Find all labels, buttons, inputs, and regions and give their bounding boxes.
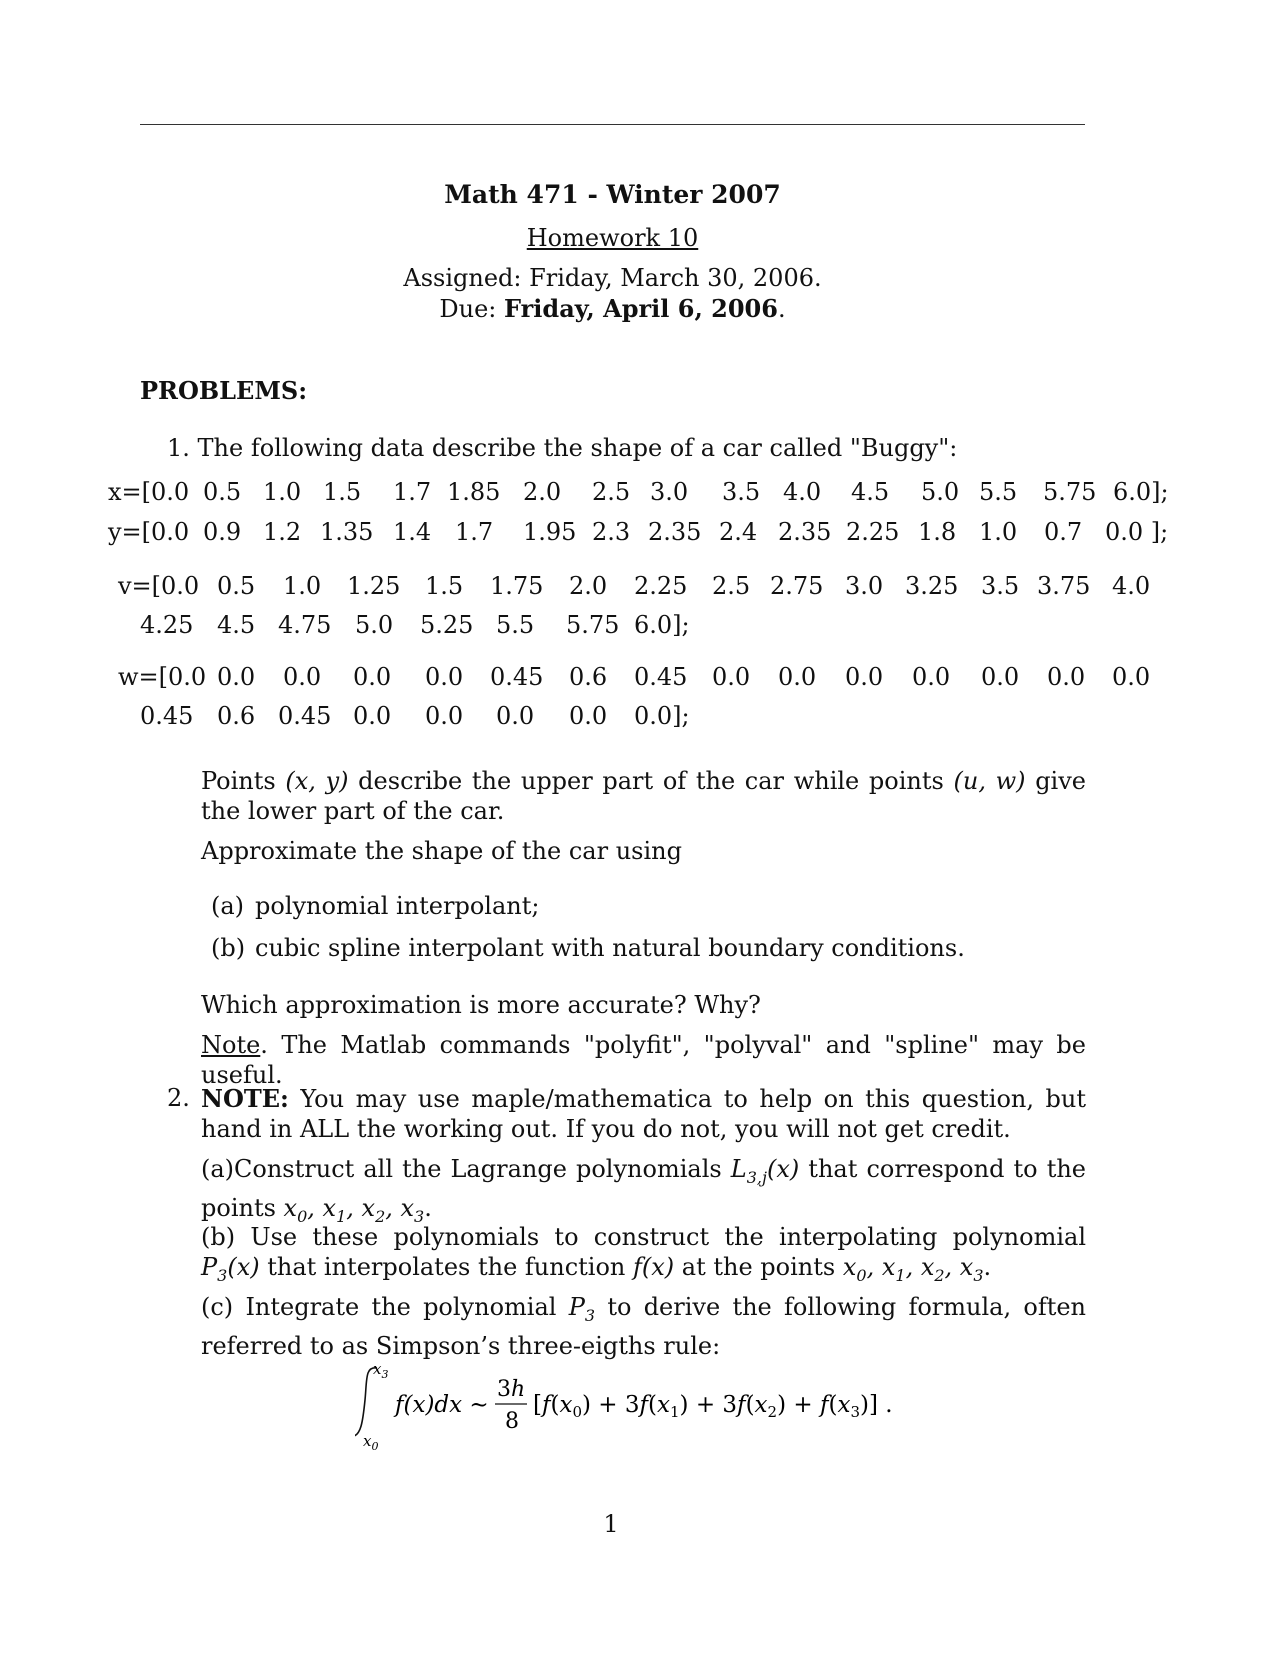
- item-a-text: polynomial interpolant;: [255, 892, 540, 920]
- fraction-numerator: 3h: [497, 1377, 526, 1402]
- w-data-row-2-value: 0.0: [496, 702, 535, 730]
- problem2-part-c: [201, 1292, 1086, 1361]
- part-a-L: L: [730, 1155, 747, 1183]
- y-data-row-value: 0.9: [203, 518, 242, 546]
- homework-label: Homework 10: [526, 224, 699, 252]
- part-c-text: (c) Integrate the polynomial: [201, 1293, 569, 1321]
- w-data-row-1-value: 0.0: [981, 663, 1020, 691]
- x-data-row-value: 1.0: [263, 478, 302, 506]
- problem2-part-a: (a)Construct all the Lagrange polynomials $L_{3,j}(x)$ that correspond to the points $x_0$, $x_1$, $x_2$, $x_3$.: [201, 1155, 1086, 1226]
- y-data-row-value: 0.7: [1044, 518, 1083, 546]
- fraction-denominator: 8: [505, 1409, 519, 1434]
- x-data-row-value: 5.0: [921, 478, 960, 506]
- y-data-row-value: 2.4: [719, 518, 758, 546]
- part-b-text2: that interpolates the function: [259, 1253, 633, 1281]
- integral-upper-limit: $x_3$: [373, 1360, 389, 1381]
- item-b: [211, 934, 965, 962]
- v-data-row-1-value: 3.0: [845, 572, 884, 600]
- y-data-row-value: 2.3: [592, 518, 631, 546]
- w-data-row-2-value: 0.0: [353, 702, 392, 730]
- x-data-row-value: 3.0: [650, 478, 689, 506]
- due-date: [140, 294, 1085, 323]
- y-data-row-value: 1.95: [523, 518, 577, 546]
- v-data-row-2-value: 4.5: [217, 611, 256, 639]
- w-data-row-2-value: 0.0: [569, 702, 608, 730]
- course-title: Math 471 - Winter 2007: [444, 180, 781, 209]
- y-data-row-value: 1.8: [918, 518, 957, 546]
- v-data-row-2-value: 6.0];: [634, 611, 690, 639]
- w-data-row-1-value: 0.0: [353, 663, 392, 691]
- v-data-row-1-value: 2.25: [634, 572, 688, 600]
- problems-heading: PROBLEMS:: [140, 376, 308, 405]
- item-b-label: (b): [211, 934, 246, 962]
- w-data-row-1-value: 0.0: [845, 663, 884, 691]
- v-data-row-1-value: 3.5: [981, 572, 1020, 600]
- v-data-row-1-value: 0.5: [217, 572, 256, 600]
- w-data-row-2-value: 0.6: [217, 702, 256, 730]
- problem1-intro: [167, 434, 957, 462]
- v-data-row-2-value: 5.25: [420, 611, 474, 639]
- y-data-row-value: 1.0: [979, 518, 1018, 546]
- points-text-a: Points: [201, 767, 286, 795]
- x-data-row-value: 2.0: [523, 478, 562, 506]
- due-label: Due:: [439, 295, 497, 323]
- x-data-row-value: 1.5: [323, 478, 362, 506]
- due-period: .: [777, 295, 786, 323]
- part-b-fx: f(x): [633, 1253, 675, 1281]
- w-data-row-1-value: 0.0: [712, 663, 751, 691]
- y-data-row-value: 1.35: [320, 518, 374, 546]
- part-b-P3: $P_3(x)$: [201, 1253, 260, 1285]
- y-data-row-value: 0.0 ];: [1105, 518, 1169, 546]
- v-data-row-1-value: 2.5: [712, 572, 751, 600]
- x-data-row-value: 4.5: [851, 478, 890, 506]
- w-data-row-1-value: 0.0: [1112, 663, 1151, 691]
- item-a-label: (a): [211, 892, 245, 920]
- homework-title: [140, 224, 1085, 252]
- w-data-row-1-value: 0.0: [217, 663, 256, 691]
- problem2-number: 2.: [167, 1084, 190, 1112]
- assigned-date: Assigned: Friday, March 30, 2006.: [403, 264, 822, 292]
- v-data-row-1-value: 1.5: [425, 572, 464, 600]
- note-paragraph: [201, 1030, 1086, 1090]
- v-data-row-1-value: 1.25: [347, 572, 401, 600]
- x-data-row-value: 2.5: [592, 478, 631, 506]
- problem2-note-bold: NOTE:: [201, 1084, 289, 1113]
- item-a: [211, 892, 539, 920]
- w-data-row-2-value: 0.0];: [634, 702, 690, 730]
- w-data-row-1-value: 0.0: [283, 663, 322, 691]
- x-data-row-value: 0.5: [203, 478, 242, 506]
- x-data-row-value: 5.5: [979, 478, 1018, 506]
- points-uw-math: (u, w): [953, 767, 1026, 795]
- header-rule: [140, 124, 1085, 125]
- problem1-number: 1.: [167, 434, 190, 462]
- item-b-text: cubic spline interpolant with natural boundary conditions.: [255, 934, 965, 962]
- w-data-row-1-value: 0.45: [490, 663, 544, 691]
- w-data-row-1-value: 0.6: [569, 663, 608, 691]
- integral-sign: [355, 1368, 377, 1436]
- points-paragraph: [201, 766, 1086, 826]
- v-data-row-1-value: 2.75: [770, 572, 824, 600]
- x-data-row-value: 6.0];: [1113, 478, 1169, 506]
- problem2-note: [201, 1084, 1086, 1144]
- y-data-row-value: 2.35: [778, 518, 832, 546]
- v-data-row-1-value: 3.25: [905, 572, 959, 600]
- problem2-part-b: (b) Use these polynomials to construct the interpolating polynomial $P_3(x)$ that interpolates the function f(x) at the points $x_0$, $x_1$, $x_2$, $x_3$.: [201, 1223, 1086, 1285]
- w-data-row-1-value: 0.45: [634, 663, 688, 691]
- formula-bracket-expression: $[f(x_0) + 3f(x_1) + 3f(x_2) + f(x_3)]$ .: [533, 1392, 893, 1421]
- part-b-text: (b) Use these polynomials to construct the interpolating polynomial: [201, 1223, 1086, 1251]
- v-data-row-2-value: 4.25: [140, 611, 194, 639]
- w-data-row-1-value: w=[0.0: [118, 663, 207, 691]
- x-data-row-value: x=[0.0: [108, 478, 190, 506]
- part-a-text: (a)Construct all the Lagrange polynomials: [201, 1155, 731, 1183]
- approx-text: Approximate the shape of the car using: [201, 837, 682, 865]
- integrand: f(x)dx ∼: [395, 1392, 489, 1418]
- w-data-row-1-value: 0.0: [1047, 663, 1086, 691]
- y-data-row-value: 1.4: [393, 518, 432, 546]
- w-data-row-2-value: 0.45: [140, 702, 194, 730]
- part-a-points: $x_0$, $x_1$, $x_2$, $x_3$: [283, 1193, 425, 1226]
- w-data-row-1-value: 0.0: [778, 663, 817, 691]
- note-label: Note: [201, 1031, 261, 1059]
- y-data-row-value: 2.35: [648, 518, 702, 546]
- question-text: Which approximation is more accurate? Why?: [201, 991, 761, 1019]
- v-data-row-1-value: 2.0: [569, 572, 608, 600]
- x-data-row-value: 1.7: [393, 478, 432, 506]
- simpson-formula: [355, 1360, 955, 1450]
- points-text-b: describe the upper part of the car while points: [348, 767, 954, 795]
- w-data-row-2-value: 0.0: [425, 702, 464, 730]
- y-data-row-value: 2.25: [846, 518, 900, 546]
- page-number: 1: [603, 1510, 619, 1538]
- part-b-text3: at the points: [674, 1253, 843, 1281]
- w-data-row-1-value: 0.0: [425, 663, 464, 691]
- y-data-row-value: 1.7: [455, 518, 494, 546]
- v-data-row-2-value: 4.75: [278, 611, 332, 639]
- w-data-row-1-value: 0.0: [912, 663, 951, 691]
- points-xy-math: (x, y): [285, 767, 349, 795]
- y-data-row-value: y=[0.0: [108, 518, 190, 546]
- points-text-c: give the lower part of the car.: [201, 767, 1086, 825]
- v-data-row-2-value: 5.5: [496, 611, 535, 639]
- due-date-value: Friday, April 6, 2006: [504, 294, 778, 323]
- part-a-sub: 3,j: [746, 1167, 767, 1187]
- v-data-row-1-value: 4.0: [1112, 572, 1151, 600]
- y-data-row-value: 1.2: [263, 518, 302, 546]
- part-a-text2: that correspond to the points: [201, 1155, 1086, 1222]
- note-text: . The Matlab commands "polyfit", "polyval" and "spline" may be useful.: [201, 1031, 1086, 1089]
- integral-lower-limit: $x_0$: [363, 1432, 379, 1450]
- part-c-P3: $P_3$: [568, 1293, 596, 1325]
- v-data-row-2-value: 5.0: [355, 611, 394, 639]
- v-data-row-1-value: 1.0: [283, 572, 322, 600]
- x-data-row-value: 5.75: [1043, 478, 1097, 506]
- w-data-row-2-value: 0.45: [278, 702, 332, 730]
- x-data-row-value: 3.5: [722, 478, 761, 506]
- problem1-intro-text: The following data describe the shape of a car called "Buggy":: [197, 434, 958, 462]
- v-data-row-1-value: v=[0.0: [118, 572, 200, 600]
- problem2-note-text: You may use maple/mathematica to help on this question, but hand in ALL the working out. If you do not, you will not get credit.: [201, 1085, 1086, 1143]
- part-c-text2: to derive the following formula, often referred to as Simpson’s three-eigths rule:: [201, 1293, 1087, 1360]
- v-data-row-1-value: 3.75: [1037, 572, 1091, 600]
- v-data-row-2-value: 5.75: [566, 611, 620, 639]
- part-a-x: (x): [766, 1155, 800, 1183]
- x-data-row-value: 4.0: [783, 478, 822, 506]
- x-data-row-value: 1.85: [447, 478, 501, 506]
- v-data-row-1-value: 1.75: [490, 572, 544, 600]
- part-b-points: $x_0$, $x_1$, $x_2$, $x_3$: [842, 1253, 984, 1285]
